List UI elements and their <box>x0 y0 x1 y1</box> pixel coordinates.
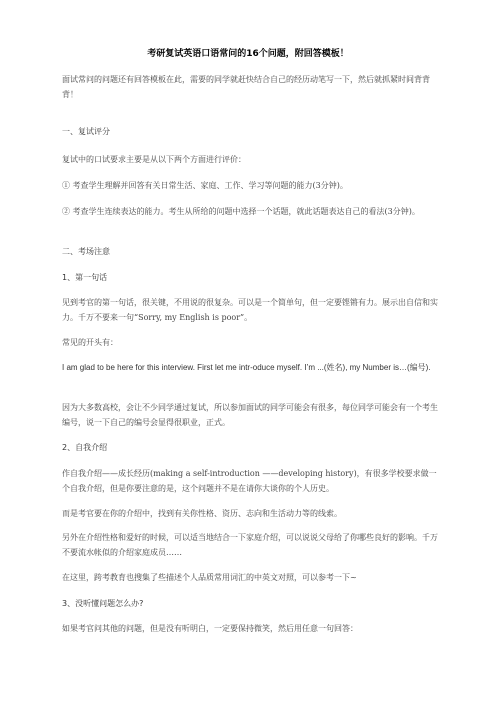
section-2-heading: 二、考场注意 <box>62 247 110 256</box>
subsection-3-heading: 3、没听懂问题怎么办? <box>62 599 144 608</box>
subsection-2-heading: 2、自我介绍 <box>62 443 108 452</box>
intro-paragraph: 面试常问的问题还有回答模板在此，需要的同学就赶快结合自己的经历动笔写一下，然后就抓紧时间背背背！ <box>62 75 430 99</box>
subsection-1-paragraph-1: 见到考官的第一句话，很关键，不用说的很复杂。可以是一个简单句，但一定要铿锵有力。展示出自信和实力。千万不要来一句“Sorry, my English is poor”。 <box>62 298 438 322</box>
subsection-2-paragraph-3: 另外在介绍性格和爱好的时候，可以适当地结合一下家庭介绍，可以说说父母给了你哪些良好的影响。千万不要流水帐似的介绍家庭成员…… <box>62 533 438 557</box>
subsection-2-paragraph-2: 而是考官要在你的介绍中，找到有关你性格、资历、志向和生活动力等的线索。 <box>62 509 342 518</box>
section-1-heading: 一、复试评分 <box>62 127 110 136</box>
section-1-item-1: ① 考查学生理解并回答有关日常生活、家庭、工作、学习等问题的能力(3分钟)。 <box>62 181 348 190</box>
subsection-1-example-sentence: I am glad to be here for this interview. First let me intr-oduce myself. I’m ...(姓名), my Number is…(编号). <box>62 363 431 372</box>
subsection-2-paragraph-4: 在这里，跨考教育也搜集了些描述个人品质常用词汇的中英文对照，可以参考一下~ <box>62 573 357 582</box>
subsection-2-paragraph-1: 作自我介绍——成长经历(making a self-introduction ——developing history)，有很多学校要求做一个自我介绍，但是你要注意的是，这个问题并不是在请你大谈你的个人历史。 <box>62 469 437 493</box>
subsection-1-paragraph-2: 常见的开头有： <box>62 338 118 347</box>
subsection-1-paragraph-3: 因为大多数高校，会让不少同学通过复试，所以参加面试的同学可能会有很多，每位同学可能会有一个考生编号，说一下自己的编号会显得很职业，正式。 <box>62 403 438 427</box>
subsection-1-heading: 1、第一句话 <box>62 273 108 282</box>
section-1-item-2: ② 考查学生连续表达的能力。考生从所给的问题中选择一个话题，就此话题表达自己的看法(3分钟)。 <box>62 207 420 216</box>
section-1-paragraph: 复试中的口试要求主要是从以下两个方面进行评价： <box>62 155 246 164</box>
document-title: 考研复试英语口语常问的16个问题，附回答模板！ <box>147 49 349 59</box>
subsection-3-paragraph-1: 如果考官问其他的问题，但是没有听明白，一定要保持微笑，然后用任意一句回答： <box>62 624 358 633</box>
